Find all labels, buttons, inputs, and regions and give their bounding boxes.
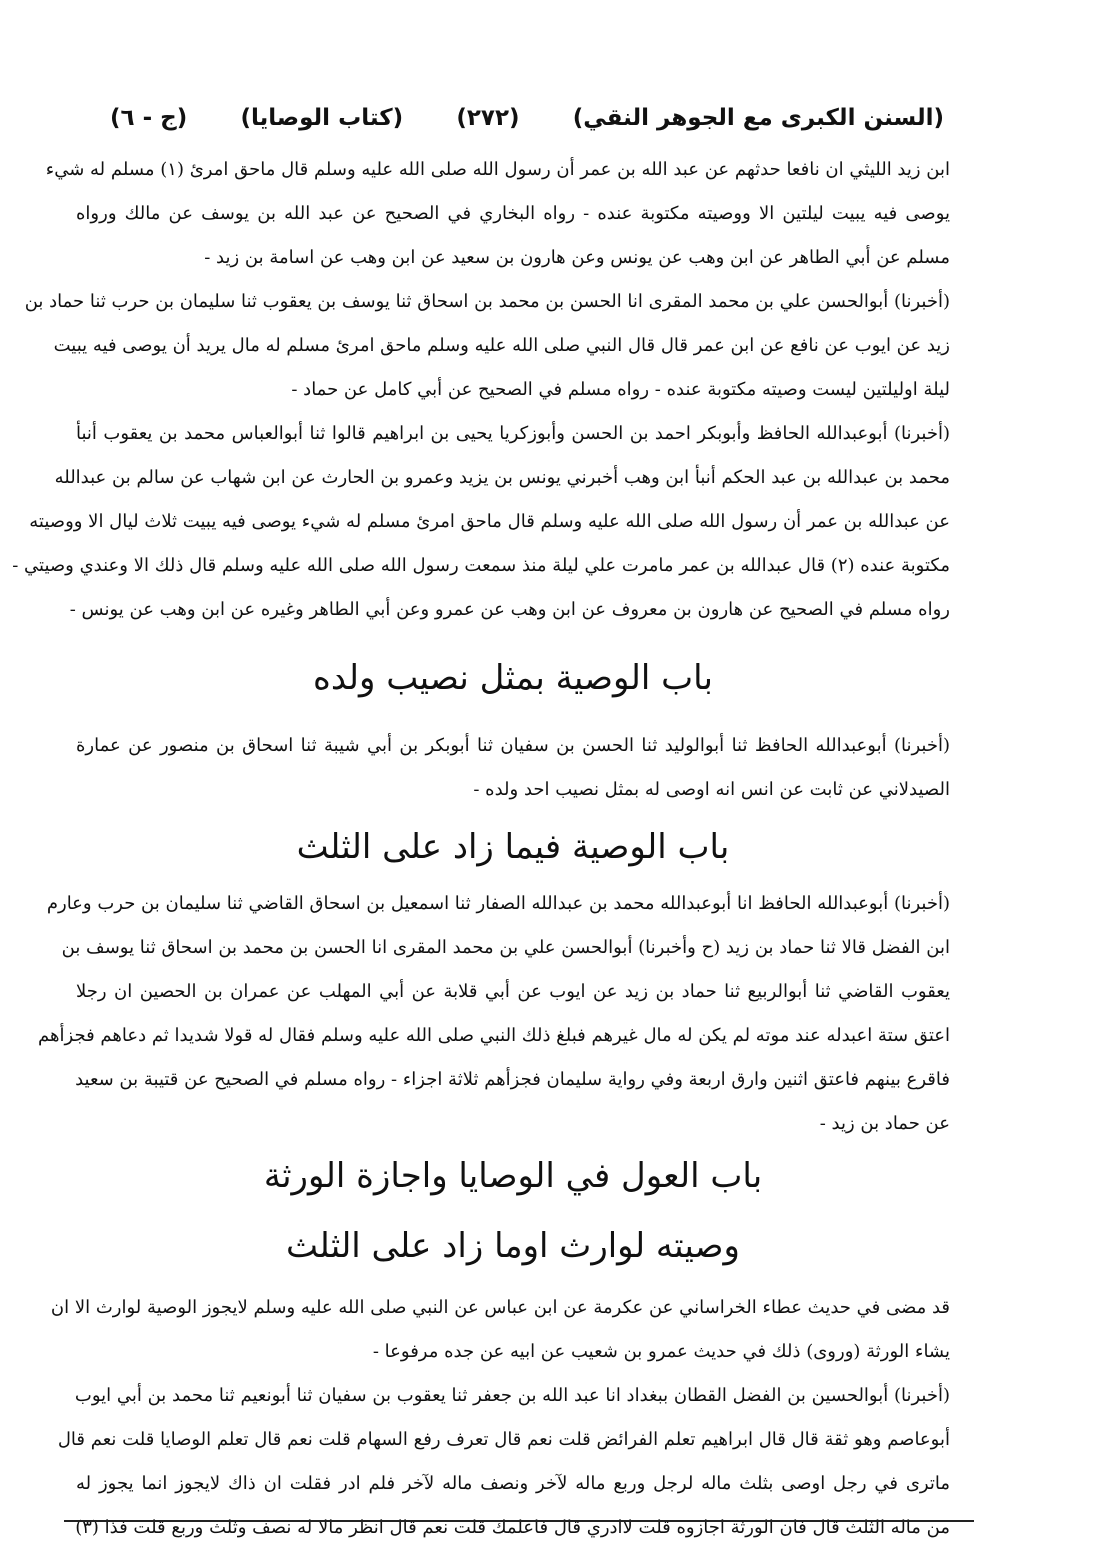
text-line: زيد عن ايوب عن نافع عن ابن عمر قال قال النبي صلى الله عليه وسلم ماحق امرئ مسلم له مال يريد أن يوصى فيه يبيت: [53, 335, 950, 356]
text-line: اعتق ستة اعبدله عند موته لم يكن له مال غيرهم فبلغ ذلك النبي صلى الله عليه وسلم فقال له قولا شديدا ثم دعاهم فجزأهم: [38, 1025, 950, 1046]
text-line: (أخبرنا) أبوالحسن علي بن محمد المقرى انا الحسن بن محمد بن اسحاق ثنا يوسف بن يعقوب ثنا سليمان بن حرب ثنا حماد بن: [24, 291, 950, 312]
text-line: يوصى فيه يبيت ليلتين الا ووصيته مكتوبة عنده - رواه البخاري في الصحيح عن عبد الله بن يوسف عن مالك ورواه: [76, 203, 950, 224]
section-continuation: [12, 148, 950, 632]
text-line: مسلم عن أبي الطاهر عن ابن وهب عن يونس وعن هارون بن سعيد عن ابن وهب عن اسامة بن زيد -: [204, 247, 950, 268]
footnote-separator: [64, 1520, 974, 1522]
section-heading: باب العول في الوصايا واجازة الورثة: [263, 1156, 763, 1196]
section-heading: باب الوصية فيما زاد على الثلث: [296, 827, 730, 867]
text-line: ابن زيد الليثي ان نافعا حدثهم عن عبد الله بن عمر أن رسول الله صلى الله عليه وسلم قال ماحق امرئ (١) مسلم له شيء: [45, 159, 950, 180]
book-title: (السنن الكبرى مع الجوهر النقي): [572, 105, 944, 131]
text-line: (أخبرنا) أبوالحسين بن الفضل القطان ببغداد انا عبد الله بن جعفر ثنا يعقوب بن سفيان ثنا أبونعيم ثنا محمد بن أبي ايوب: [74, 1385, 950, 1406]
text-line: ابن الفضل قالا ثنا حماد بن زيد (ح وأخبرنا) أبوالحسن علي بن محمد المقرى انا الحسن بن محمد بن اسحاق ثنا يوسف بن: [61, 937, 950, 958]
text-line: رواه مسلم في الصحيح عن هارون بن معروف عن ابن وهب عن عمرو وعن أبي الطاهر وغيره عن ابن وهب عن يونس -: [69, 599, 950, 620]
text-line: الصيدلاني عن ثابت عن انس انه اوصى له بمثل نصيب احد ولده -: [473, 779, 950, 800]
text-line: يعقوب القاضي ثنا أبوالربيع ثنا حماد بن زيد عن ايوب عن أبي قلابة عن أبي المهلب عن عمران بن الحصين ان رجلا: [76, 981, 950, 1002]
section-bequest-over-third: [38, 882, 950, 1146]
volume-number: (ج - ٦): [110, 105, 188, 131]
text-line: يشاء الورثة (وروى) ذلك في حديث عمرو بن شعيب عن ابيه عن جده مرفوعا -: [372, 1341, 950, 1362]
text-line: فاقرع بينهم فاعتق اثنين وارق اربعة وفي رواية سليمان فجزأهم ثلاثة اجزاء - رواه مسلم في الصحيح عن قتيبة بن سعيد: [75, 1069, 950, 1090]
text-line: أبوعاصم وهو ثقة قال قال ابراهيم تعلم الفرائض قلت نعم قال تعرف رفع السهام قلت نعم قال تعلم الوصايا قلت نعم قال: [57, 1429, 950, 1450]
text-line: محمد بن عبدالله بن عبد الحكم أنبأ ابن وهب أخبرني يونس بن يزيد وعمرو بن الحارث عن ابن شهاب عن سالم بن عبدالله: [54, 467, 950, 488]
text-line: عن عبدالله بن عمر أن رسول الله صلى الله عليه وسلم قال ماحق امرئ مسلم له شيء يوصى فيه يبيت ثلاث ليال الا ووصيته: [29, 511, 950, 532]
text-line: (أخبرنا) أبوعبدالله الحافظ انا أبوعبدالله محمد بن عبدالله الصفار ثنا اسمعيل بن اسحاق القاضي ثنا سليمان بن حرب وعارم: [46, 893, 950, 914]
section-bequest-like-child: [76, 724, 950, 812]
text-line: (أخبرنا) أبوعبدالله الحافظ وأبوبكر احمد بن الحسن وأبوزكريا يحيى بن ابراهيم قالوا ثنا أبوالعباس محمد بن يعقوب أنبأ: [76, 423, 950, 444]
text-line: ليلة اوليلتين ليست وصيته مكتوبة عنده - رواه مسلم في الصحيح عن أبي كامل عن حماد -: [291, 379, 950, 400]
text-line: عن حماد بن زيد -: [819, 1113, 950, 1134]
text-line: (أخبرنا) أبوعبدالله الحافظ ثنا أبوالوليد ثنا الحسن بن سفيان ثنا أبوبكر بن أبي شيبة ثنا اسحاق بن منصور عن عمارة: [76, 735, 950, 756]
chapter-title: (كتاب الوصايا): [240, 105, 404, 131]
page-header: [110, 98, 944, 138]
section-heading: وصيته لوارث اوما زاد على الثلث: [286, 1226, 740, 1266]
page-body: [12, 148, 950, 1550]
section-awl-in-bequests: [50, 1286, 950, 1550]
page-number: (٢٧٢): [456, 105, 520, 131]
text-line: قد مضى في حديث عطاء الخراساني عن عكرمة عن ابن عباس عن النبي صلى الله عليه وسلم لايجوز الوصية لوارث الا ان: [50, 1297, 950, 1318]
text-line: من ماله الثلث قال فان الورثة اجازوه قلت لاادري قال فاعلمك قلت نعم قال انظر مالا له نصف وثلث وربع قلت فذا (٣): [75, 1517, 950, 1538]
text-line: ماترى في رجل اوصى بثلث ماله لرجل وربع ماله لآخر ونصف ماله لآخر فلم ادر فقلت ان ذاك لايجوز انما يجوز له: [76, 1473, 950, 1494]
text-line: مكتوبة عنده (٢) قال عبدالله بن عمر مامرت علي ليلة منذ سمعت رسول الله صلى الله عليه وسلم قال ذلك الا وعندي وصيتي -: [12, 555, 950, 576]
section-heading: باب الوصية بمثل نصيب ولده: [313, 658, 713, 698]
